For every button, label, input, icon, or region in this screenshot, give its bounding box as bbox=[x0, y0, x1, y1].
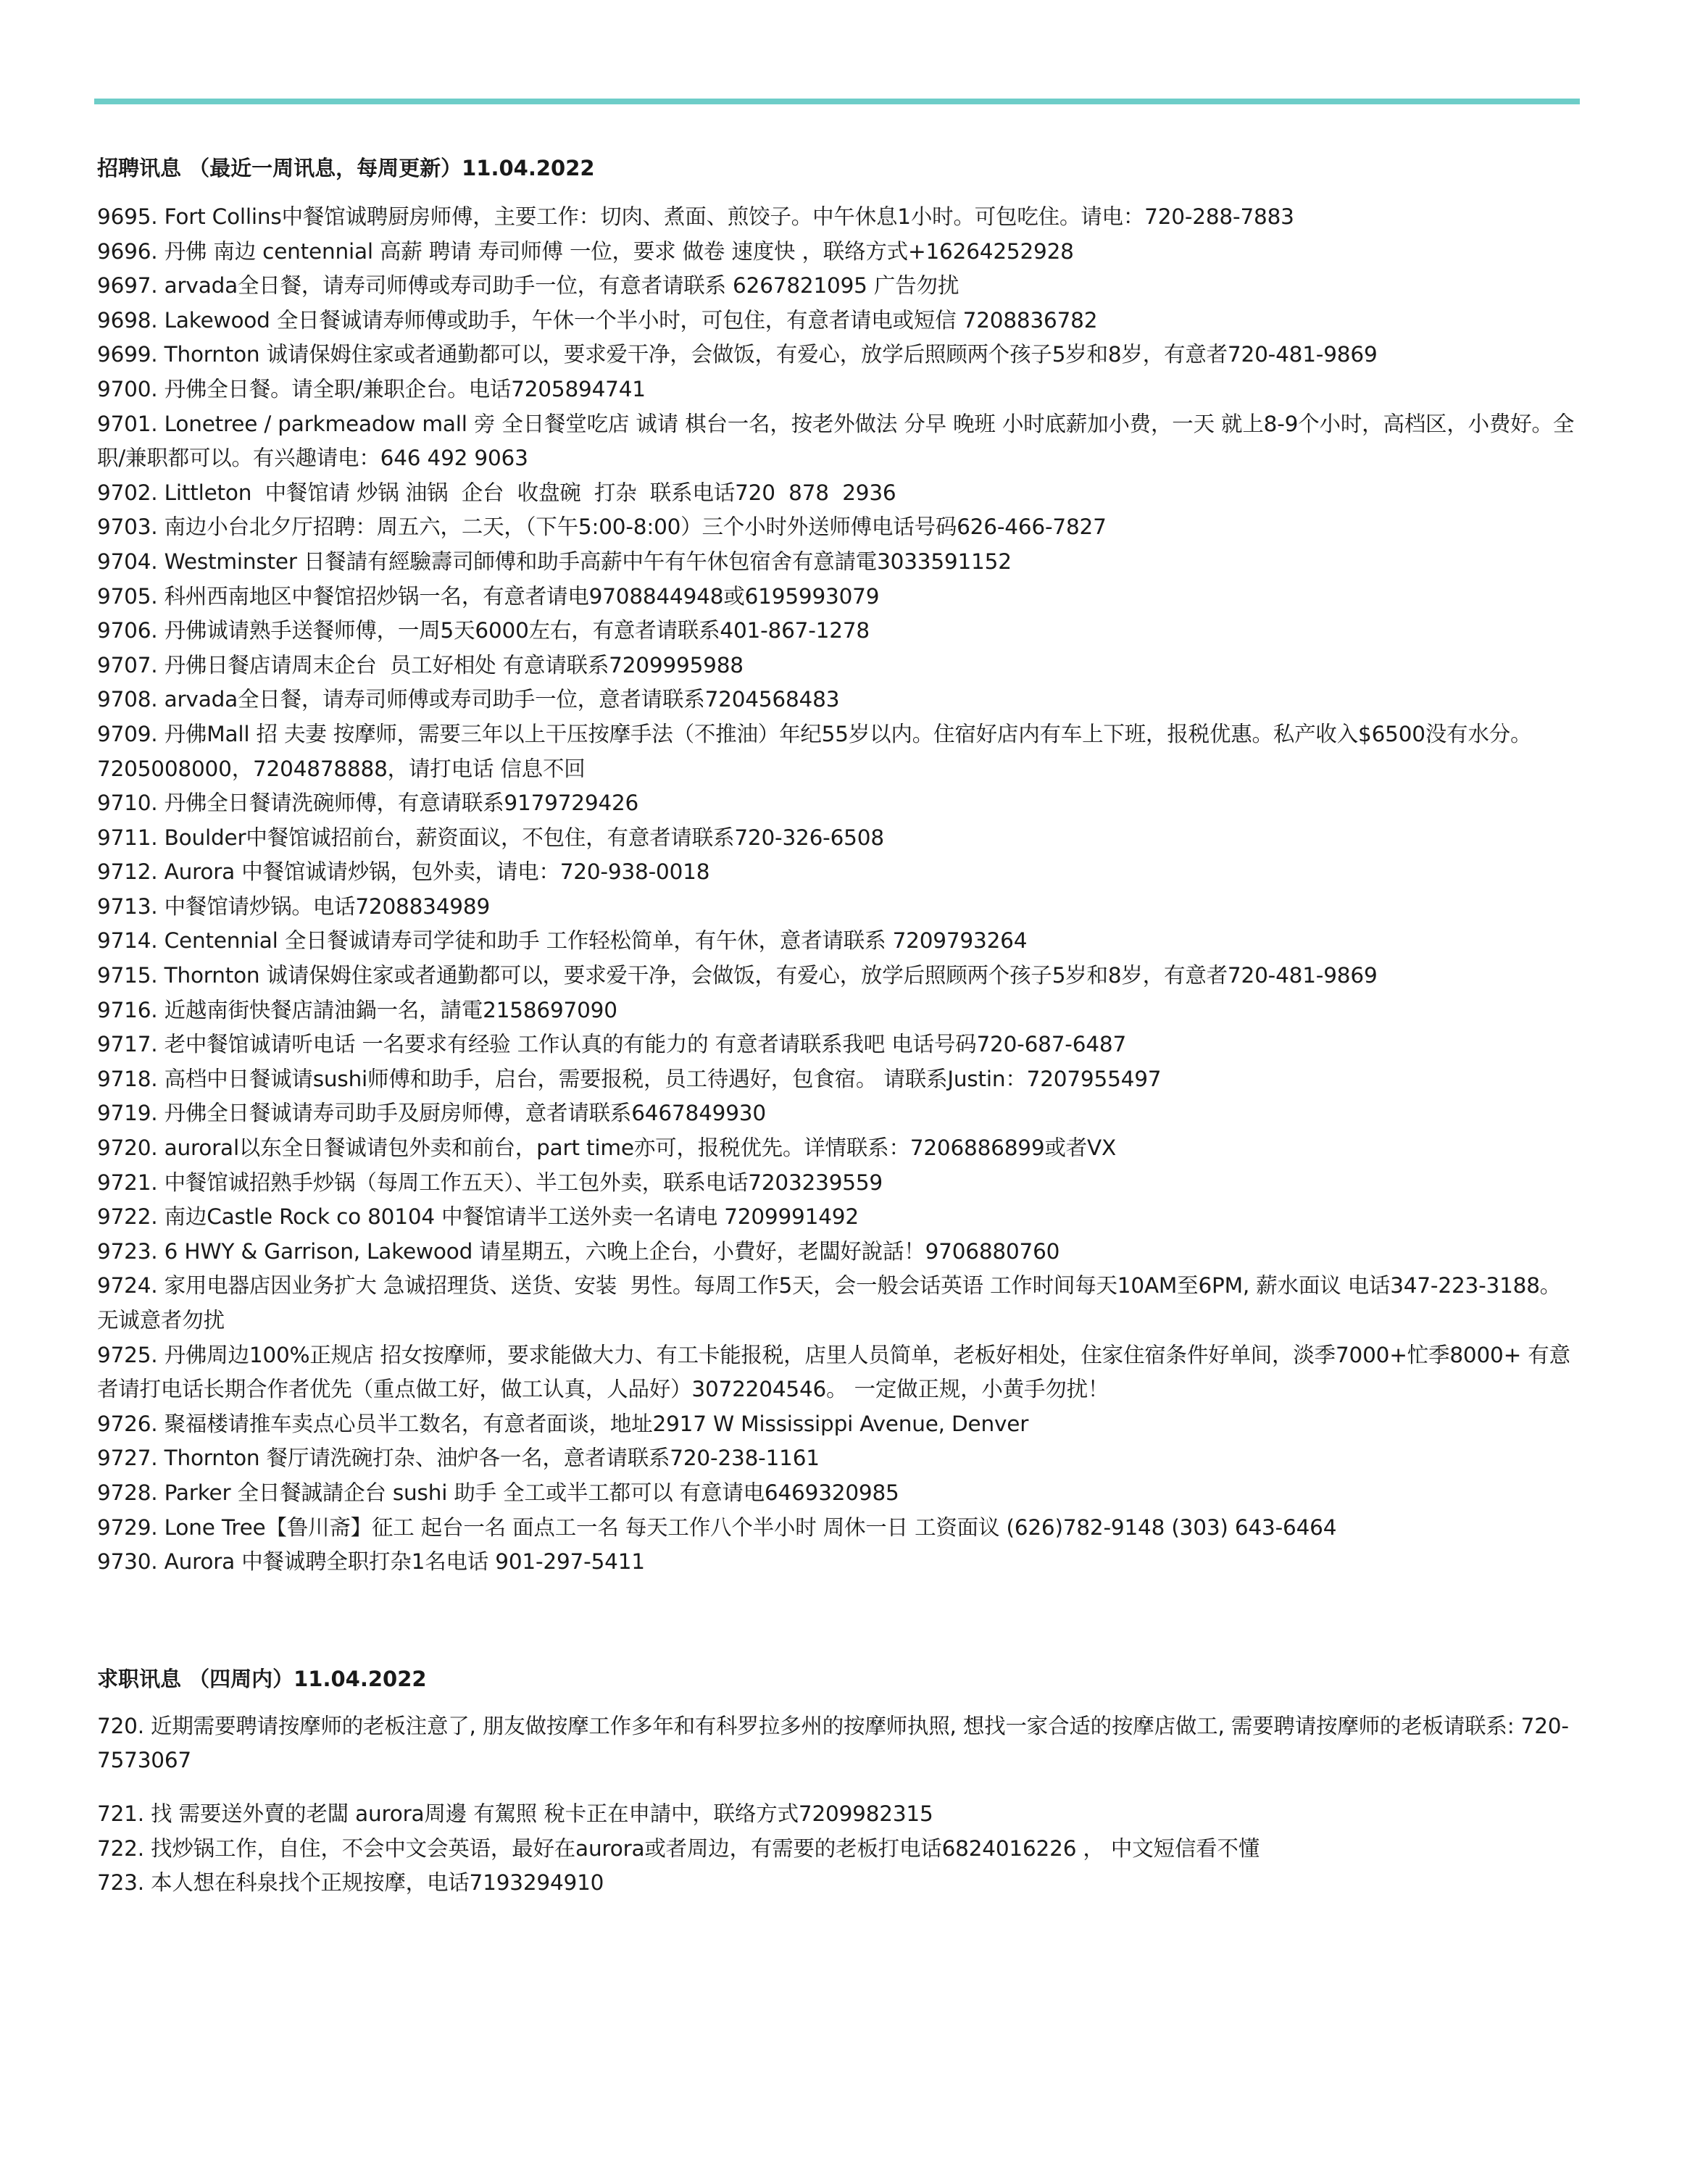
job-listing: 9727. Thornton 餐厅请洗碗打杂、油炉各一名，意者请联系720-238-1161 bbox=[97, 1446, 820, 1471]
document-body bbox=[97, 152, 1580, 1901]
seeking-listing: 721. 找 需要送外賣的老闆 aurora周邊 有駕照 稅卡正在申請中，联络方式7209982315 bbox=[97, 1801, 933, 1826]
job-listing: 9714. Centennial 全日餐诚请寿司学徒和助手 工作轻松简单，有午休，意者请联系 7209793264 bbox=[97, 928, 1028, 954]
jobs-list bbox=[97, 200, 1580, 1580]
job-listing: 9716. 近越南街快餐店請油鍋一名，請電2158697090 bbox=[97, 997, 617, 1022]
job-listing: 9698. Lakewood 全日餐诚请寿师傅或助手，午休一个半小时，可包住，有意者请电或短信 7208836782 bbox=[97, 307, 1098, 333]
job-listing: 9720. auroral以东全日餐诚请包外卖和前台，part time亦可，报税优先。详情联系：7206886899或者VX bbox=[97, 1135, 1117, 1161]
job-listing: 9695. Fort Collins中餐馆诚聘厨房师傅，主要工作：切肉、煮面、煎饺子。中午休息1小时。可包吃住。请电：720-288-7883 bbox=[97, 204, 1294, 229]
job-listing: 9705. 科州西南地区中餐馆招炒锅一名，有意者请电9708844948或6195993079 bbox=[97, 583, 880, 609]
job-listing: 9711. Boulder中餐馆诚招前台，薪资面议，不包住，有意者请联系720-326-6508 bbox=[97, 825, 884, 850]
job-listing: 9699. Thornton 诚请保姆住家或者通勤都可以，要求爱干净，会做饭，有爱心，放学后照顾两个孩子5岁和8岁，有意者720-481-9869 bbox=[97, 342, 1378, 367]
job-listing: 9718. 高档中日餐诚请sushi师傅和助手，启台，需要报税，员工待遇好，包食宿。 请联系Justin：7207955497 bbox=[97, 1066, 1162, 1091]
job-listing: 9713. 中餐馆请炒锅。电话7208834989 bbox=[97, 893, 491, 919]
job-listing: 9729. Lone Tree【鲁川斋】征工 起台一名 面点工一名 每天工作八个半小时 周休一日 工资面议 (626)782-9148 (303) 643-6464 bbox=[97, 1514, 1337, 1540]
job-listing: 9707. 丹佛日餐店请周末企台 员工好相处 有意请联系7209995988 bbox=[97, 652, 744, 678]
seeking-listing: 723. 本人想在科泉找个正规按摩，电话7193294910 bbox=[97, 1870, 604, 1896]
job-listing: 9712. Aurora 中餐馆诚请炒锅，包外卖，请电：720-938-0018 bbox=[97, 859, 710, 885]
job-listing: 9709. 丹佛Mall 招 夫妻 按摩师，需要三年以上干压按摩手法（不推油）年纪55岁以内。住宿好店内有车上下班，报税优惠。私产收入$6500没有水分。7205008000，7204878888，请打电话 信息不回 bbox=[97, 721, 1532, 781]
job-listing: 9697. arvada全日餐，请寿司师傅或寿司助手一位，有意者请联系 6267821095 广告勿扰 bbox=[97, 273, 959, 299]
seeking-listing: 722. 找炒锅工作，自住，不会中文会英语，最好在aurora或者周边，有需要的老板打电话6824016226 ， 中文短信看不懂 bbox=[97, 1835, 1260, 1861]
job-listing: 9721. 中餐馆诚招熟手炒锅（每周工作五天）、半工包外卖，联系电话7203239559 bbox=[97, 1170, 883, 1195]
job-listing: 9704. Westminster 日餐請有經驗壽司師傅和助手高薪中午有午休包宿舍有意請電3033591152 bbox=[97, 549, 1012, 574]
job-listing: 9725. 丹佛周边100%正规店 招女按摩师，要求能做大力、有工卡能报税，店里人员简单，老板好相处，住家住宿条件好单间，淡季7000+忙季8000+ 有意者请打电话长期合作者优先（重点做工好，做工认真，人品好）3072204546。 一定做正规，小黄手勿扰！ bbox=[97, 1342, 1570, 1402]
job-listing: 9710. 丹佛全日餐请洗碗师傅，有意请联系9179729426 bbox=[97, 791, 639, 816]
job-listing: 9724. 家用电器店因业务扩大 急诚招理货、送货、安装 男性。每周工作5天，会一般会话英语 工作时间每天10AM至6PM, 薪水面议 电话347-223-3188。无诚意者勿扰 bbox=[97, 1273, 1562, 1333]
job-listing: 9728. Parker 全日餐誠請企台 sushi 助手 全工或半工都可以 有意请电6469320985 bbox=[97, 1480, 899, 1505]
seeking-section-heading: 求职讯息 （四周内）11.04.2022 bbox=[97, 1666, 427, 1691]
job-listing: 9706. 丹佛诚请熟手送餐师傅，一周5天6000左右，有意者请联系401-867-1278 bbox=[97, 618, 870, 643]
job-listing: 9700. 丹佛全日餐。请全职/兼职企台。电话7205894741 bbox=[97, 376, 646, 401]
job-listing: 9730. Aurora 中餐诚聘全职打杂1名电话 901-297-5411 bbox=[97, 1549, 645, 1575]
job-listing: 9723. 6 HWY & Garrison, Lakewood 请星期五，六晚上企台，小費好，老闆好說話！9706880760 bbox=[97, 1238, 1060, 1264]
job-listing: 9715. Thornton 诚请保姆住家或者通勤都可以，要求爱干净，会做饭，有爱心，放学后照顾两个孩子5岁和8岁，有意者720-481-9869 bbox=[97, 963, 1378, 988]
job-listing: 9717. 老中餐馆诚请听电话 一名要求有经验 工作认真的有能力的 有意者请联系我吧 电话号码720-687-6487 bbox=[97, 1032, 1127, 1057]
seeking-listing: 720. 近期需要聘请按摩师的老板注意了, 朋友做按摩工作多年和有科罗拉多州的按摩师执照, 想找一家合适的按摩店做工, 需要聘请按摩师的老板请联系: 720-7573067 bbox=[97, 1713, 1569, 1773]
job-listing: 9696. 丹佛 南边 centennial 高薪 聘请 寿司师傅 一位，要求 做卷 速度快 ，联络方式+16264252928 bbox=[97, 238, 1074, 264]
job-listing: 9708. arvada全日餐，请寿司师傅或寿司助手一位，意者请联系7204568483 bbox=[97, 687, 840, 712]
header-rule bbox=[94, 99, 1580, 104]
job-listing: 9702. Littleton 中餐馆请 炒锅 油锅 企台 收盘碗 打杂 联系电话720 878 2936 bbox=[97, 480, 896, 505]
job-listing: 9726. 聚福楼请推车卖点心员半工数名，有意者面谈，地址2917 W Mississippi Avenue, Denver bbox=[97, 1411, 1029, 1436]
job-listing: 9703. 南边小台北夕厅招聘：周五六，二天，（下午5:00-8:00）三个小时外送师傅电话号码626-466-7827 bbox=[97, 514, 1107, 540]
job-listing: 9722. 南边Castle Rock co 80104 中餐馆请半工送外卖一名请电 7209991492 bbox=[97, 1204, 859, 1230]
seeking-list bbox=[97, 1709, 1580, 1901]
job-listing: 9701. Lonetree / parkmeadow mall 旁 全日餐堂吃店 诚请 棋台一名，按老外做法 分早 晚班 小时底薪加小费，一天 就上8-9个小时，高档区，小费好。全职/兼职都可以。有兴趣请电：646 492 9063 bbox=[97, 411, 1575, 471]
job-listing: 9719. 丹佛全日餐诚请寿司助手及厨房师傅，意者请联系6467849930 bbox=[97, 1101, 766, 1126]
jobs-section-heading: 招聘讯息 （最近一周讯息，每周更新）11.04.2022 bbox=[97, 156, 595, 180]
